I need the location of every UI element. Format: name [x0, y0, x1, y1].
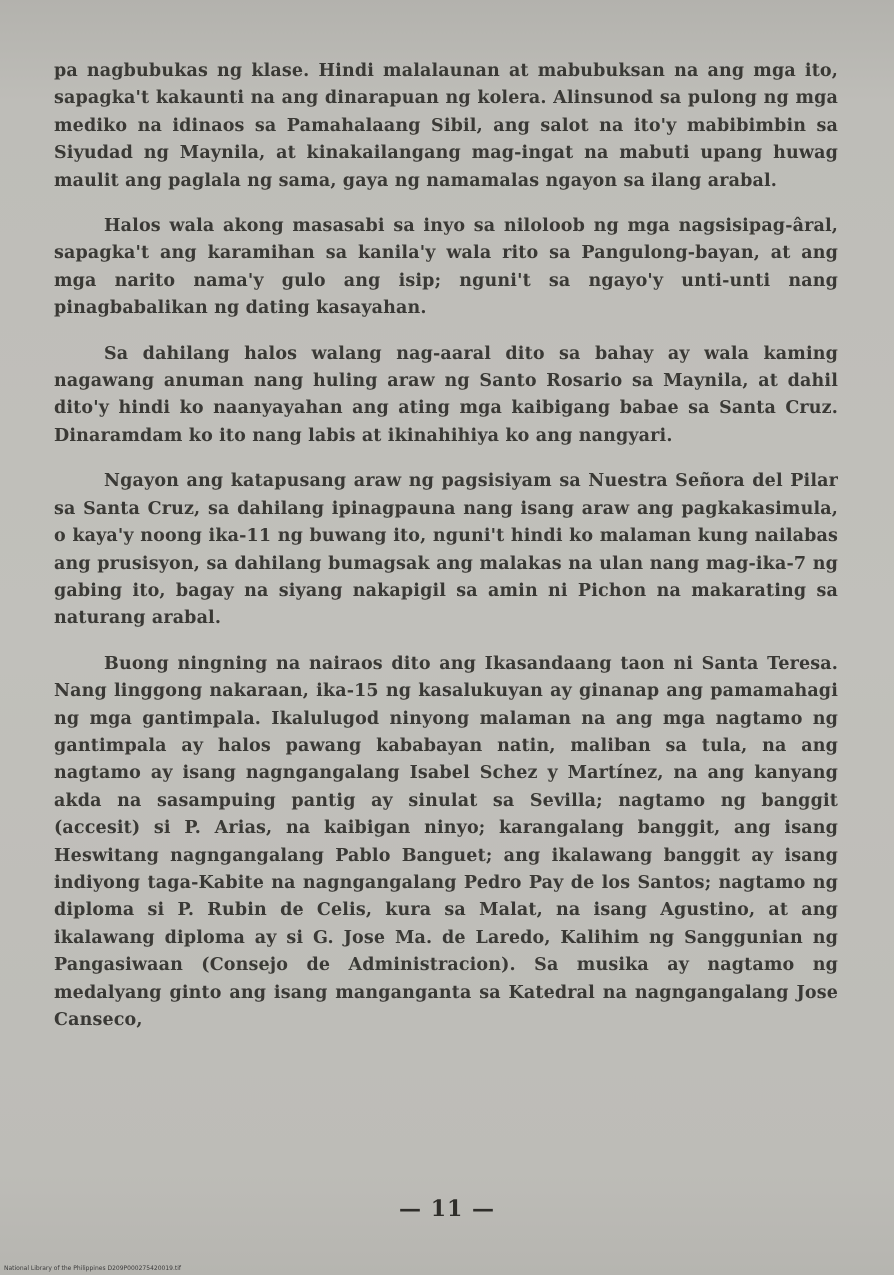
paragraph-3: Sa dahilang halos walang nag-aaral dito sa bahay ay wala kaming nagawang anuman nang huling araw ng Santo Rosario sa Maynila, at dahil dito'y hindi ko naanyayahan ang ating mga kaibigang babae sa Santa Cruz. Dinaramdam ko ito nang labis at ikinahihiya ko ang nangyari. [54, 343, 838, 446]
page-number: — 11 — [399, 1196, 495, 1222]
paragraph-1: pa nagbubukas ng klase. Hindi malalaunan at mabubuksan na ang mga ito, sapagka't kakaunti na ang dinarapuan ng kolera. Alinsunod sa pulong ng mga mediko na idinaos sa Pamahalaang Sibil, ang salot na ito'y mabibimbin sa Siyudad ng Maynila, at kinakailangang mag-ingat na mabuti upang huwag maulit ang paglala ng sama, gaya ng namamalas ngayon sa ilang arabal. [54, 61, 838, 191]
scan-credit: National Library of the Philippines D209P000275420019.tif [4, 1265, 182, 1272]
paragraph-2: Halos wala akong masasabi sa inyo sa niloloob ng mga nagsisipag-âral, sapagka't ang karamihan sa kanila'y wala rito sa Pangulong-bayan, at ang mga narito nama'y gulo ang isip; nguni't sa ngayo'y unti-unti nang pinagbabalikan ng dating kasayahan. [54, 216, 838, 319]
body-text [54, 58, 838, 1188]
paragraph-4: Ngayon ang katapusang araw ng pagsisiyam sa Nuestra Señora del Pilar sa Santa Cruz, sa dahilang ipinagpauna nang isang araw ang pagkakasimula, o kaya'y noong ika-11 ng buwang ito, nguni't hindi ko malaman kung nailabas ang prusisyon, sa dahilang bumagsak ang malakas na ulan nang mag-ika-7 ng gabing ito, bagay na siyang nakapigil sa amin ni Pichon na makarating sa naturang arabal. [54, 471, 838, 629]
paragraph-5: Buong ningning na nairaos dito ang Ikasandaang taon ni Santa Teresa. Nang linggong nakaraan, ika-15 ng kasalukuyan ay ginanap ang pamamahagi ng mga gantimpala. Ikalulugod ninyong malaman na ang mga nagtamo ng gantimpala ay halos pawang kababayan natin, maliban sa tula, na ang nagtamo ay isang nagngangalang Isabel Schez y Martínez, na ang kanyang akda na sasampuing pantig ay sinulat sa Sevilla; nagtamo ng banggit (accesit) si P. Arias, na kaibigan ninyo; karangalang banggit, ang isang Heswitang nagngangalang Pablo Banguet; ang ikalawang banggit ay isang indiyong taga-Kabite na nagngangalang Pedro Pay de los Santos; nagtamo ng diploma si P. Rubin de Celis, kura sa Malat, na isang Agustino, at ang ikalawang diploma ay si G. Jose Ma. de Laredo, Kalihim ng Sanggunian ng Pangasiwaan (Consejo de Administracion). Sa musika ay nagtamo ng medalyang ginto ang isang manganganta sa Katedral na nagngangalang Jose Canseco, [54, 653, 838, 1030]
